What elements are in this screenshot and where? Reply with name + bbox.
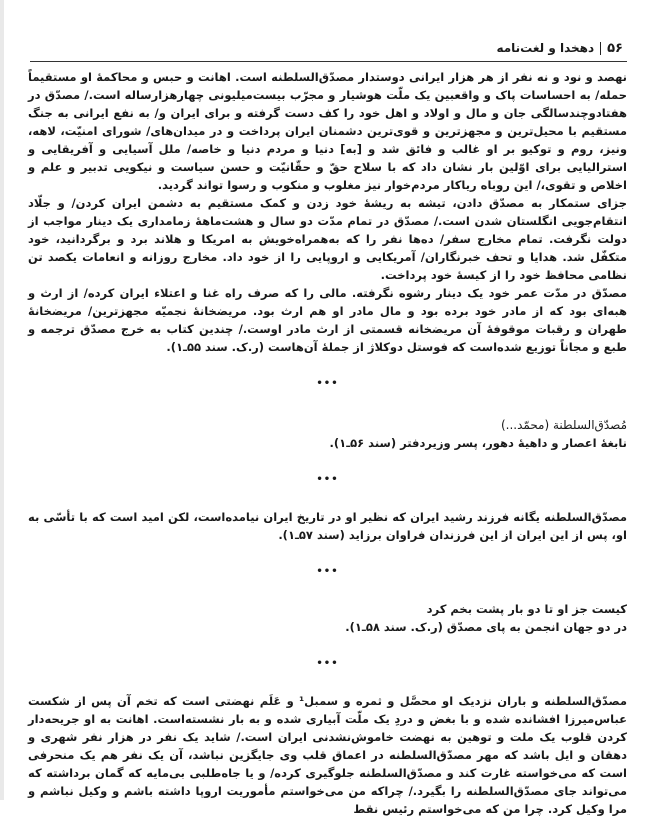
header-rule bbox=[30, 61, 627, 62]
section-separator: ••• bbox=[316, 378, 339, 389]
paragraph-2: جزای ستمکار به مصدّق دادن، تیشه به ریشهٔ خود زدن و کمک مستقیم به دشمن ایران کردن/ و جلّاد انتقام‌جویی انگلستان شدن است./ مصدّق در تمام مدّت دو سال و هشت‌ماههٔ زمامداری یک دینار مواجب از دولت نگرفت. تمام مخارج سفر/ ده‌ها نفر را که به‌همراه‌خویش به امریکا و هلاند برد و برگردانید، خود متکفّل شد. هدایا و تحف خبرنگاران/ آمریکایی و اروپایی را از خود داد. مخارج روزانه و انعامات یکصد تن نظامی محافظ خود را از کیسهٔ خود پرداخت. bbox=[28, 196, 627, 282]
page-body bbox=[28, 68, 627, 818]
paragraph-final: مصدّق‌السلطنه و باران نزدیک او محصَّل و ثمره و سمبل¹ و عَلَم نهضتی است که تخم آن پس از شکست عباس‌میرزا افشانده شده و با بغض و دردِ یک ملّت آبیاری شده و به بار نشسته‌است. اهانت به او جریحه‌دار کردن قلوب یک ملت و توهین به نهضت خاموش‌نشدنی ایران است./ شاید یک نفر در هزار نفر شهری و دهقان و ایل باشد که مهر مصدّق‌السلطنه در اعماق قلب وی جایگزین نباشد، آن یک نفر هم یک منحرفی است که می‌خواسته غارت کند و مصدّق‌السلطنه جلوگیری کرده/ و یا جاه‌طلبی بی‌مایه که گمان برداشته که می‌تواند جای مصدّق‌السلطنه را بگیرد./ چراکه من می‌خواستم مأموریت اروپا داشته باشم و وکیل نباشم و مرا وکیل کرد. چرا من که می‌خواستم رئیس نقط bbox=[28, 694, 627, 816]
paragraph-1: نهصد و نود و نه نفر از هر هزار ایرانی دوستدار مصدّق‌السلطنه است. اهانت و حبس و محاکمهٔ او مستقیماً حمله/ به احساسات پاک و واقعبین یک ملّت هوشیار و مجرّب بیست‌میلیونی چهارهزارساله است./ مصدّق در هفتادوچندسالگی جان و مال و اولاد و اهل خود را کف دست گرفته و برای ایران و/ به نفع ایرانی به جنگ مستقیم با محیل‌ترین و مجهزترین و قوی‌ترین دشمنان ایران پرداخت و در میدان‌های/ شورای امنیّت، لاهه، ونیز، روم و توکیو بر او غالب و فائق شد و [به] دنیا و مردم دنیا و خاصه/ ملل آسیایی و آفریقایی و استرالیایی برای اوّلین بار نشان داد که با سلاح حقّ و حقّانیّت و حسن سیاست و نیکویی تدبیر و علم و اخلاص و تقوی،/ این روباه ریاکار مردم‌خوار نیز مغلوب و منکوب و رسوا تواند گردید. bbox=[28, 70, 627, 192]
poem-line-2: در دو جهان انجمن به پای مصدّق (ر.ک. سند ۵۸ـ۱). bbox=[345, 620, 627, 634]
section-separator: ••• bbox=[316, 658, 339, 669]
poem bbox=[28, 600, 627, 636]
section-separator: ••• bbox=[316, 566, 339, 577]
entry-text: نابغهٔ اعصار و داهیهٔ دهور، پسر وزیردفتر (سند ۵۶ـ۱). bbox=[329, 436, 627, 450]
scan-edge bbox=[0, 0, 4, 800]
paragraph-3: مصدّق در مدّت عمر خود یک دینار رشوه نگرفته. مالی را که صرف راه غنا و اعتلاء ایران کرده/ از ارث و هبه‌ای بود که از مادر خود برده بود و مال مادر او هم ارث بود. مریضخانهٔ نجمیّه مجهزترین/ مریضخانهٔ طهران و رقبات موقوفهٔ آن مریضخانه قسمتی از ارث مادر اوست./ چندین کتاب به خرج مصدّق ترجمه و طبع و مجاناً توزیع شده‌است که فوستل دوکلاژ از جملهٔ آن‌هاست (ر.ک. سند ۵۵ـ۱). bbox=[28, 286, 627, 354]
entry-text: مصدّق‌السلطنه یگانه فرزند رشید ایران که نظیر او در تاریخ ایران نیامده‌است، لکن امید است که با تأسّی به او، پس از این ایران از این فرزندان فراوان برزاید (سند ۵۷ـ۱). bbox=[28, 510, 627, 542]
poem-line-1: کیست جز او تا دو بار پشت بخم کرد bbox=[426, 602, 627, 616]
running-header bbox=[30, 38, 623, 58]
header-divider bbox=[600, 42, 601, 55]
entry-title: مُصدّق‌السلطنة (محمّد...) bbox=[500, 418, 627, 432]
page-number: ۵۶ bbox=[607, 40, 623, 56]
running-title: دهخدا و لغت‌نامه bbox=[496, 41, 595, 55]
section-separator: ••• bbox=[316, 474, 339, 485]
